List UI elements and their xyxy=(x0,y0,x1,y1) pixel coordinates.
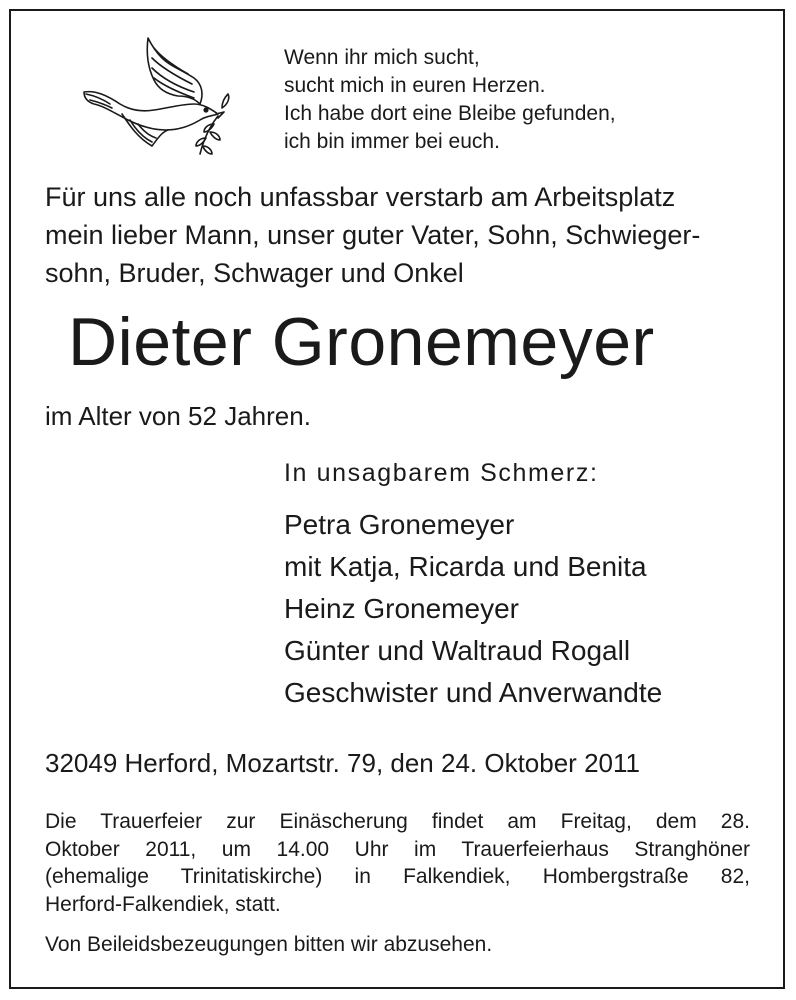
poem-line: Wenn ihr mich sucht, xyxy=(284,46,480,69)
announcement-line: Für uns alle noch unfassbar verstarb am Arbeitsplatz xyxy=(45,182,676,212)
announcement-line: mein lieber Mann, unser guter Vater, Sohn, Schwieger- xyxy=(45,220,701,250)
mourner-entry: Geschwister und Anverwandte xyxy=(284,677,663,708)
mourners-list xyxy=(284,504,662,714)
memorial-poem xyxy=(284,44,616,156)
mourner-entry: Heinz Gronemeyer xyxy=(284,593,519,624)
mourner-entry: Petra Gronemeyer xyxy=(284,509,515,540)
closing-note: Von Beileidsbezeugungen bitten wir abzusehen. xyxy=(45,933,493,956)
funeral-service-info xyxy=(45,808,750,918)
poem-line: sucht mich in euren Herzen. xyxy=(284,74,546,97)
service-line: Herford-Falkendiek, statt. xyxy=(45,892,281,916)
age-text: im Alter von 52 Jahren. xyxy=(45,401,311,431)
announcement-line: sohn, Bruder, Schwager und Onkel xyxy=(45,258,464,288)
mourner-entry: Günter und Waltraud Rogall xyxy=(284,635,631,666)
service-line: (ehemalige Trinitatiskirche) in Falkendiek, Hombergstraße 82, xyxy=(45,865,750,888)
service-line: Die Trauerfeier zur Einäscherung findet am Freitag, dem 28. xyxy=(45,810,750,833)
poem-line: ich bin immer bei euch. xyxy=(284,130,500,153)
grief-heading: In unsagbarem Schmerz: xyxy=(284,459,599,487)
announcement-text xyxy=(45,178,760,292)
service-line: Oktober 2011, um 14.00 Uhr im Trauerfeierhaus Stranghöner xyxy=(45,837,750,861)
poem-line: Ich habe dort eine Bleibe gefunden, xyxy=(284,102,616,125)
mourner-entry: mit Katja, Ricarda und Benita xyxy=(284,551,647,582)
deceased-name: Dieter Gronemeyer xyxy=(68,304,655,380)
place-and-date: 32049 Herford, Mozartstr. 79, den 24. Oktober 2011 xyxy=(45,748,640,778)
dove-icon xyxy=(82,34,232,162)
